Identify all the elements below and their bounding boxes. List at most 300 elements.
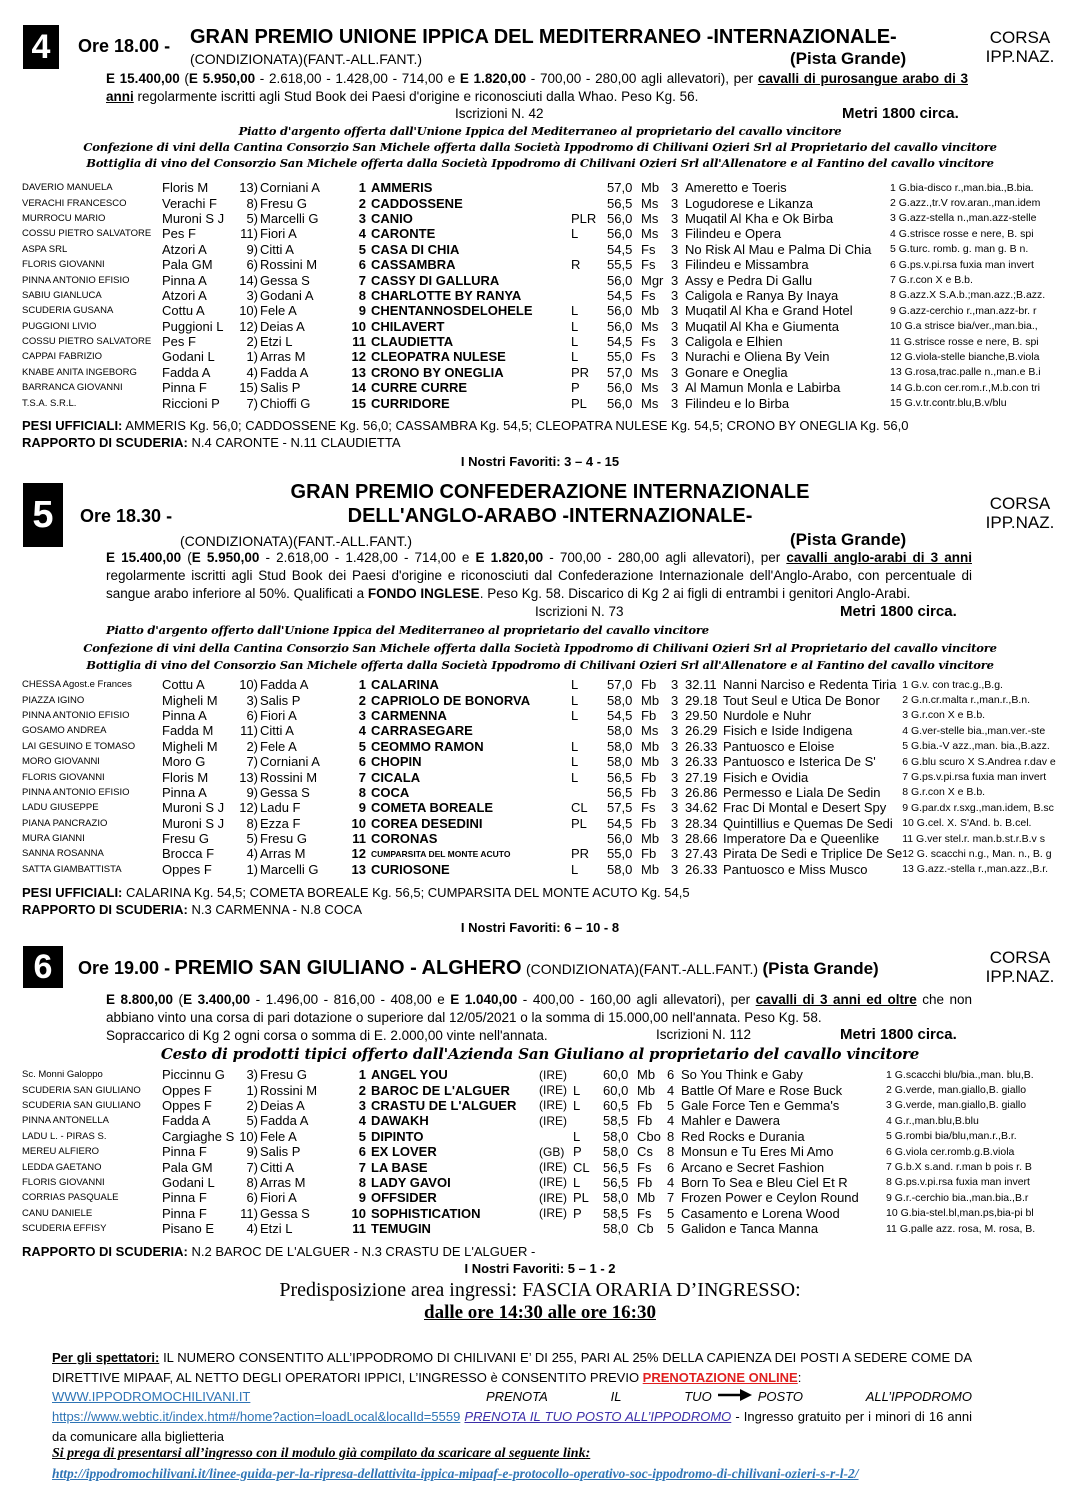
- silks-colors: 11 G.palle azz. rosa, M. rosa, B.: [886, 1222, 1036, 1235]
- horse-origin: (IRE): [539, 1160, 567, 1175]
- pedigree: Battle Of Mare e Rose Buck: [681, 1082, 843, 1098]
- age: 3: [671, 380, 679, 396]
- horse-row: [22, 754, 1056, 769]
- horse-row: [22, 708, 1056, 723]
- sex-coat: Fb: [637, 1113, 653, 1129]
- owner: CANU DANIELE: [22, 1207, 93, 1219]
- stable-report: [22, 902, 362, 917]
- horse-name: CUMPARSITA DEL MONTE ACUTO: [371, 848, 511, 859]
- trainer: Muroni S J: [162, 210, 225, 226]
- age: 4: [667, 1174, 675, 1190]
- weight: 57,0: [607, 677, 633, 693]
- jockey: Rossini M: [260, 1082, 318, 1098]
- trainer: Moro G: [162, 754, 206, 770]
- stable-report-text: N.3 CARMENNA - N.8 COCA: [191, 902, 362, 917]
- race-description: E 15.400,00 (E 5.950,00 - 2.618,00 - 1.428,00 - 714,00 e E 1.820,00 - 700,00 - 280,00 agli allevatori), per cavalli anglo-arabi di 3 anni regolarmente iscritti agli Stud Book dei Paesi d'origine e riconosciuti dal Confederazione Internazionale dell'Anglo-Arabo, con percentuale di sangue arabo inferiore al 50%. Qualificati a FONDO INGLESE. Peso Kg. 58. Discarico di Kg 2 ai figli di entrambi i genitori Anglo-Arabi.: [106, 550, 972, 601]
- favorites: I Nostri Favoriti: 5 – 1 - 2: [464, 1261, 616, 1276]
- age: 3: [671, 226, 679, 242]
- pedigree: Frac Di Montal e Desert Spy: [723, 800, 887, 816]
- trainer: Puggioni L: [162, 318, 224, 334]
- age: 3: [671, 195, 679, 211]
- sex-coat: Fs: [637, 1205, 652, 1221]
- horse-number: 2: [358, 692, 366, 708]
- horse-number: 1: [358, 180, 366, 196]
- jockey: Arras M: [260, 846, 306, 862]
- silks-colors: 1 G.bia-disco r.,man.bia.,B.bia.: [890, 181, 1034, 194]
- purse-owners: E 5.950,00: [191, 550, 260, 565]
- sex-coat: Mb: [641, 861, 660, 877]
- horse-name: CORONAS: [371, 831, 438, 847]
- rating: 34.62: [685, 800, 718, 816]
- owner: KNABE ANITA INGEBORG: [22, 366, 137, 378]
- silks-colors: 10 G.a strisce bia/ver.,man.bia.,: [890, 320, 1038, 333]
- booking-online-link[interactable]: PRENOTAZIONE ONLINE: [642, 1369, 798, 1385]
- horse-origin: (IRE): [539, 1098, 567, 1113]
- equipment-flag: [573, 1067, 603, 1082]
- favorites: I Nostri Favoriti: 6 – 10 - 8: [460, 920, 620, 935]
- horse-origin: [539, 1221, 573, 1236]
- draw-position: 12): [239, 800, 258, 816]
- owner: MEREU ALFIERO: [22, 1146, 100, 1158]
- draw-position: 15): [239, 380, 258, 396]
- weight: 58,0: [607, 754, 633, 770]
- age: 3: [671, 861, 679, 877]
- silks-colors: 7 G.r.con X e B.b.: [890, 274, 973, 287]
- silks-colors: 10 G.cel. X. S'And. b. B.cel.: [902, 817, 1032, 830]
- draw-position: 9): [246, 241, 258, 257]
- horse-number: 5: [358, 738, 366, 754]
- prenota-word: IL: [610, 1389, 622, 1404]
- horse-number: 3: [358, 210, 366, 226]
- horse-row: [22, 1129, 1035, 1144]
- purse-total: E 15.400,00: [106, 71, 180, 86]
- weight: 57,0: [607, 364, 633, 380]
- owner: SABIU GIANLUCA: [22, 289, 102, 301]
- form-link[interactable]: http://ippodromochilivani.it/linee-guida-per-la-ripresa-dellattivita-ippica-mipaaf-e-protocollo-operativo-soc-ippodromo-di-chilivani-ozieri-s-r-l-2/: [52, 1466, 859, 1481]
- silks-colors: 10 G.bia-stel.bl,man.ps,bia-pi bl: [886, 1207, 1034, 1220]
- weight: 54,5: [607, 707, 633, 723]
- weight: 60,5: [603, 1097, 629, 1113]
- rating: 26.29: [685, 723, 718, 739]
- jockey: Etzi L: [260, 1221, 293, 1237]
- age: 4: [667, 1082, 675, 1098]
- stable-report: [22, 435, 401, 450]
- horse-name: OFFSIDER: [371, 1190, 437, 1206]
- owner: SCUDERIA SAN GIULIANO: [22, 1099, 141, 1111]
- trainer: Pinna A: [162, 784, 207, 800]
- trainer: Pinna F: [162, 380, 207, 396]
- horse-row: [22, 1221, 1035, 1236]
- horse-name: CURRE CURRE: [371, 380, 468, 396]
- horse-row: [22, 1113, 1035, 1128]
- race-category-line2: IPP.NAZ.: [985, 47, 1055, 66]
- horse-name: BAROC DE L'ALGUER: [371, 1082, 510, 1098]
- owner: CAPPAI FABRIZIO: [22, 351, 103, 363]
- jockey: Corniani A: [260, 754, 320, 770]
- horse-name: DIPINTO: [371, 1128, 424, 1144]
- horse-number: 6: [358, 1144, 366, 1160]
- silks-colors: 4 G.r.,man.blu,B.blu: [886, 1114, 979, 1127]
- draw-position: 7): [246, 395, 258, 411]
- pedigree: Arcano e Secret Fashion: [681, 1159, 825, 1175]
- draw-position: 8): [246, 1174, 258, 1190]
- rating: 28.34: [685, 815, 718, 831]
- sex-coat: Cb: [637, 1221, 654, 1237]
- silks-colors: 7 G.b.X s.and. r.man b pois r. B: [886, 1161, 1032, 1174]
- race-track: (Pista Grande): [762, 959, 879, 978]
- equipment-flag: [571, 272, 607, 287]
- horse-name: CEOMMO RAMON: [371, 738, 484, 754]
- silks-colors: 14 G.b.con cer.rom.r.,M.b.con tri: [890, 381, 1040, 394]
- pedigree: No Risk Al Mau e Palma Di Chia: [685, 241, 872, 257]
- horse-name: LA BASE: [371, 1159, 428, 1175]
- weight: 58,0: [603, 1190, 629, 1206]
- age: 8: [667, 1144, 675, 1160]
- horse-row: [22, 257, 1045, 272]
- trainer: Pes F: [162, 226, 196, 242]
- draw-position: 3): [246, 1067, 258, 1083]
- equipment-flag: PL: [573, 1190, 589, 1206]
- draw-position: 2): [246, 334, 258, 350]
- owner: SCUDERIA GUSANA: [22, 305, 114, 317]
- owner: PIAZZA IGINO: [22, 694, 85, 706]
- stable-report-text: N.2 BAROC DE L'ALGUER - N.3 CRASTU DE L'ALGUER -: [191, 1244, 536, 1259]
- sex-coat: Ms: [641, 723, 659, 739]
- owner: LAI GESUINO E TOMASO: [22, 740, 136, 752]
- weight: 54,5: [607, 241, 633, 257]
- horse-origin: (IRE): [539, 1083, 567, 1098]
- pedigree: Ameretto e Toeris: [685, 180, 787, 196]
- horse-row: [22, 846, 1056, 861]
- horse-number: 10: [351, 318, 366, 334]
- jockey: Gessa S: [260, 1205, 310, 1221]
- equipment-flag: [573, 1221, 603, 1236]
- horse-row: [22, 769, 1056, 784]
- trainer: Migheli M: [162, 738, 218, 754]
- pedigree: Caligola e Ranya By Inaya: [685, 287, 839, 303]
- pedigree: Monsun e Tu Eres Mi Amo: [681, 1144, 834, 1160]
- sex-coat: Mb: [641, 754, 660, 770]
- trainer: Godani L: [162, 1174, 215, 1190]
- jockey: Ladu F: [260, 800, 301, 816]
- silks-colors: 6 G.blu scuro X S.Andrea r.dav e: [902, 755, 1056, 768]
- weight: 55,0: [607, 349, 633, 365]
- trainer: Pes F: [162, 334, 196, 350]
- owner: Sc. Monni Galoppo: [22, 1069, 103, 1081]
- race-title: GRAN PREMIO CONFEDERAZIONE INTERNAZIONALE: [290, 481, 810, 503]
- jockey: Salis P: [260, 1144, 301, 1160]
- horse-number: 12: [351, 349, 366, 365]
- horse-number: 12: [351, 846, 366, 862]
- jockey: Rossini M: [260, 257, 318, 273]
- draw-position: 5): [246, 831, 258, 847]
- equipment-flag: L: [571, 738, 579, 754]
- jockey: Fadda A: [260, 677, 309, 693]
- horse-name: AMMERIS: [371, 180, 433, 196]
- sex-coat: Fs: [641, 241, 656, 257]
- weight: 56,5: [607, 769, 633, 785]
- horse-number: 4: [358, 226, 366, 242]
- age: 3: [671, 241, 679, 257]
- weight: 56,0: [607, 831, 633, 847]
- horse-row: [22, 785, 1056, 800]
- horse-name: CLEOPATRA NULESE: [371, 349, 506, 365]
- owner: BARRANCA GIOVANNI: [22, 382, 123, 394]
- owner: LADU L. - PIRAS S.: [22, 1130, 107, 1142]
- horse-number: 2: [358, 195, 366, 211]
- purse-owners: E 3.400,00: [183, 992, 251, 1007]
- silks-colors: 12 G. scacchi n.g., Man. n., B. g: [902, 847, 1052, 860]
- draw-position: 4): [246, 364, 258, 380]
- horse-row: [22, 380, 1045, 395]
- age: 7: [667, 1190, 675, 1206]
- horse-number: 9: [358, 303, 366, 319]
- age: 3: [671, 395, 679, 411]
- silks-colors: 8 G.ps.v.pi.rsa fuxia man invert: [886, 1176, 1030, 1189]
- equipment-flag: P: [573, 1205, 582, 1221]
- prenota-word: TUO: [684, 1389, 712, 1404]
- sex-coat: Fs: [641, 349, 656, 365]
- sex-coat: Fs: [641, 334, 656, 350]
- horse-number: 10: [351, 1205, 366, 1221]
- owner: DAVERIO MANUELA: [22, 182, 113, 194]
- horse-row: [22, 1082, 1035, 1097]
- purse-total: E 15.400,00: [106, 550, 182, 565]
- weight: 56,0: [607, 272, 633, 288]
- horse-number: 8: [358, 1174, 366, 1190]
- horse-row: [22, 1159, 1035, 1174]
- jockey: Fiori A: [260, 1190, 297, 1206]
- trainer: Cottu A: [162, 303, 205, 319]
- horse-row: [22, 1206, 1035, 1221]
- favorites: I Nostri Favoriti: 3 – 4 - 15: [460, 454, 620, 469]
- sex-coat: Fs: [637, 1159, 652, 1175]
- notice-lead: Per gli spettatori:: [52, 1350, 160, 1365]
- draw-position: 5): [246, 1113, 258, 1129]
- rating: 27.43: [685, 846, 718, 862]
- jockey: Arras M: [260, 349, 306, 365]
- age: 6: [667, 1067, 675, 1083]
- horse-number: 11: [352, 334, 366, 350]
- trainer: Piccinnu G: [162, 1067, 225, 1083]
- colon: :: [797, 1369, 802, 1385]
- rating: 26.33: [685, 754, 718, 770]
- silks-colors: 3 G.verde, man.giallo,B. giallo: [886, 1099, 1027, 1112]
- jockey: Fadda A: [260, 1113, 309, 1129]
- horse-row: [22, 800, 1056, 815]
- prize-line: Confezione di vini della Cantina Consorzio San Michele offerta dalla Società Ippodromo di Chilivani Ozieri Srl al Proprietario del cavallo vincitore: [83, 140, 997, 154]
- weight: 56,0: [607, 318, 633, 334]
- purse-breeders-breakdown: 700,00 - 280,00 agli allevatori), per: [559, 550, 781, 565]
- silks-colors: 9 G.par.dx r.sxg.,man.idem, B.sc: [902, 801, 1054, 814]
- sex-coat: Mb: [641, 692, 660, 708]
- race-category-line2: IPP.NAZ.: [985, 513, 1055, 532]
- horse-origin: [539, 1129, 573, 1144]
- entries-count: Iscrizioni N. 42: [455, 106, 544, 121]
- stable-report-label: RAPPORTO DI SCUDERIA:: [22, 1244, 188, 1259]
- draw-position: 10): [239, 303, 258, 319]
- weight: 56,0: [607, 395, 633, 411]
- horse-row: [22, 180, 1045, 195]
- race-category: [970, 948, 1070, 986]
- silks-colors: 2 G.azz.,tr.V rov.aran.,man.idem: [890, 197, 1041, 210]
- weight: 56,0: [607, 303, 633, 319]
- weight: 58,0: [607, 861, 633, 877]
- horse-row: [22, 723, 1056, 738]
- horse-name: ANGEL YOU: [371, 1067, 448, 1083]
- owner: PINNA ANTONIO EFISIO: [22, 709, 130, 721]
- sex-coat: Cbo: [637, 1128, 661, 1144]
- equipment-flag: PR: [571, 364, 590, 380]
- race-category-line1: CORSA: [989, 494, 1051, 513]
- horse-name: COCA: [371, 784, 410, 800]
- trainer: Brocca F: [162, 846, 215, 862]
- owner: CHESSA Agost.e Frances: [22, 679, 132, 691]
- prize-line: Bottiglia di vino del Consorzio San Michele offerta dalla Società Ippodromo di Chilivani Ozieri Srl all'Allenatore e al Fantino del cavallo vincitore: [86, 156, 994, 170]
- race-title-line2: DELL'ANGLO-ARABO -INTERNAZIONALE-: [347, 505, 753, 527]
- trainer: Atzori A: [162, 241, 207, 257]
- description-text: che non abbiano vinto una corsa di pari dotazione o superiore dal 12/05/2021 o la somma di 15.000,00 nell'annata. Peso Kg. 58.: [106, 992, 972, 1025]
- trainer: Pala GM: [162, 257, 213, 273]
- silks-colors: 5 G.bia.-V azz.,man. bia.,B.azz.: [902, 740, 1050, 753]
- rating: 29.18: [685, 692, 718, 708]
- horse-number: 7: [358, 769, 366, 785]
- silks-colors: 1 G.v. con trac.g.,B.g.: [902, 678, 1003, 691]
- silks-colors: 11 G.strisce rosse e nere, B. spi: [890, 335, 1039, 348]
- sex-coat: Cs: [637, 1144, 653, 1160]
- description-text: regolarmente iscritti agli Stud Book dei Paesi d'origine e riconosciuti dal Confederazione Internazionale dell'Anglo-Arabo, con percentuale di sangue arabo inferiore al 50%. Qualificati a: [106, 568, 972, 601]
- draw-position: 7): [246, 754, 258, 770]
- weight: 58,0: [603, 1144, 629, 1160]
- owner: ASPA SRL: [22, 243, 68, 255]
- race-time: Ore 18.30 -: [80, 506, 173, 526]
- sex-coat: Fs: [641, 800, 656, 816]
- official-weights: [22, 885, 690, 900]
- owner: LADU GIUSEPPE: [22, 802, 99, 814]
- description-bold: FONDO INGLESE: [367, 586, 480, 601]
- race-description: E 8.800,00 (E 3.400,00 - 1.496,00 - 816,00 - 408,00 e E 1.040,00 - 400,00 - 160,00 agli allevatori), per cavalli di 3 anni ed oltre che non abbiano vinto una corsa di pari dotazione o superiore dal 12/05/2021 o la somma di 15.000,00 nell'annata. Peso Kg. 58.: [106, 992, 972, 1025]
- sex-coat: Ms: [641, 210, 659, 226]
- horse-name: CAPRIOLO DE BONORVA: [371, 692, 531, 708]
- official-weights-text: AMMERIS Kg. 56,0; CADDOSSENE Kg. 56,0; CASSAMBRA Kg. 54,5; CLEOPATRA NULESE Kg. 54,5; CRONO BY ONEGLIA Kg. 56,0: [125, 418, 909, 433]
- prenota-row: [52, 1387, 972, 1407]
- equipment-flag: L: [573, 1128, 581, 1144]
- equipment-flag: L: [571, 226, 579, 242]
- equipment-flag: [573, 1113, 603, 1128]
- horse-name: TEMUGIN: [371, 1221, 431, 1237]
- horse-name: CHENTANNOSDELOHELE: [371, 303, 533, 319]
- horse-name: SOPHISTICATION: [371, 1205, 481, 1221]
- sex-coat: Ms: [641, 395, 659, 411]
- horse-row: [22, 1067, 1035, 1082]
- race-category-line1: CORSA: [989, 28, 1051, 47]
- owner: T.S.A. S.R.L.: [22, 397, 77, 409]
- owner: PUGGIONI LIVIO: [22, 320, 97, 332]
- jockey: Fresu G: [260, 1067, 307, 1083]
- horse-row: [22, 334, 1045, 349]
- weight: 57,5: [607, 800, 633, 816]
- trainer: Oppes F: [162, 1097, 212, 1113]
- trainer: Atzori A: [162, 287, 207, 303]
- equipment-flag: PR: [571, 846, 590, 862]
- horse-number: 14: [351, 380, 366, 396]
- pedigree: Pirata De Sedi e Triplice De Se: [723, 846, 903, 862]
- weight: 58,5: [603, 1205, 629, 1221]
- sex-coat: Fb: [641, 784, 657, 800]
- equipment-flag: [571, 242, 607, 257]
- horse-origin: (IRE): [539, 1190, 567, 1205]
- equipment-flag: [571, 785, 607, 800]
- jockey: Gessa S: [260, 272, 310, 288]
- trainer: Pala GM: [162, 1159, 213, 1175]
- horse-name: CASSY DI GALLURA: [371, 272, 500, 288]
- trainer: Fadda M: [162, 723, 214, 739]
- horse-row: [22, 739, 1056, 754]
- entrance-time-window-label: Predisposizione area ingressi: FASCIA ORARIA D’INGRESSO:: [279, 1279, 801, 1301]
- equipment-flag: [571, 180, 607, 195]
- sex-coat: Fb: [641, 677, 657, 693]
- weight: 55,5: [607, 257, 633, 273]
- horse-row: [22, 1098, 1035, 1113]
- draw-position: 9): [246, 784, 258, 800]
- race-distance: Metri 1800 circa.: [840, 1026, 957, 1043]
- sex-coat: Mb: [637, 1190, 656, 1206]
- trainer: Pisano E: [162, 1221, 215, 1237]
- horse-name: LADY GAVOI: [371, 1174, 451, 1190]
- pedigree: So You Think e Gaby: [681, 1067, 803, 1083]
- jockey: Fiori A: [260, 707, 297, 723]
- horse-name: CADDOSSENE: [371, 195, 463, 211]
- race-category: [970, 494, 1070, 532]
- weight: 58,0: [607, 692, 633, 708]
- age: 3: [671, 784, 679, 800]
- pedigree: Filindeu e Opera: [685, 226, 782, 242]
- owner: MURA GIANNI: [22, 833, 85, 845]
- horse-number: 1: [358, 677, 366, 693]
- prenota-link[interactable]: PRENOTA IL TUO POSTO ALL’IPPODROMO: [464, 1409, 732, 1424]
- pedigree: Gale Force Ten e Gemma's: [681, 1097, 840, 1113]
- stable-report-label: RAPPORTO DI SCUDERIA:: [22, 435, 188, 450]
- horse-row: [22, 349, 1045, 364]
- horse-name: CLAUDIETTA: [371, 334, 454, 350]
- webtic-link[interactable]: https://www.webtic.it/index.htm#/home?action=loadLocal&localId=5559: [52, 1409, 461, 1424]
- site-link[interactable]: WWW.IPPODROMOCHILIVANI.IT: [52, 1389, 251, 1404]
- horse-row: [22, 272, 1045, 287]
- age: 3: [671, 815, 679, 831]
- description-text-2: Sopraccarico di Kg 2 ogni corsa o somma di E. 2.000,00 vinte nell'annata.: [106, 1028, 548, 1043]
- equipment-flag: L: [573, 1174, 581, 1190]
- draw-position: 13): [239, 180, 258, 196]
- sex-coat: Ms: [641, 318, 659, 334]
- pedigree: Assy e Pedra Di Gallu: [685, 272, 813, 288]
- horses-table: [22, 180, 1045, 411]
- jockey: Fiori A: [260, 226, 297, 242]
- draw-position: 11): [240, 1205, 258, 1221]
- draw-position: 5): [246, 210, 258, 226]
- horses-table: [22, 677, 1056, 877]
- pedigree: Permesso e Liala De Sedin: [723, 784, 881, 800]
- sex-coat: Ms: [641, 380, 659, 396]
- trainer: Fadda A: [162, 1113, 211, 1129]
- age: 3: [671, 303, 679, 319]
- pedigree: Imperatore Da e Queenlike: [723, 831, 880, 847]
- equipment-flag: L: [571, 861, 579, 877]
- horse-name: CURRIDORE: [371, 395, 450, 411]
- silks-colors: 4 G.strisce rosse e nere, B. spi: [890, 227, 1034, 240]
- sex-coat: Fb: [641, 846, 657, 862]
- draw-position: 6): [246, 257, 258, 273]
- owner: VERACHI FRANCESCO: [22, 197, 127, 209]
